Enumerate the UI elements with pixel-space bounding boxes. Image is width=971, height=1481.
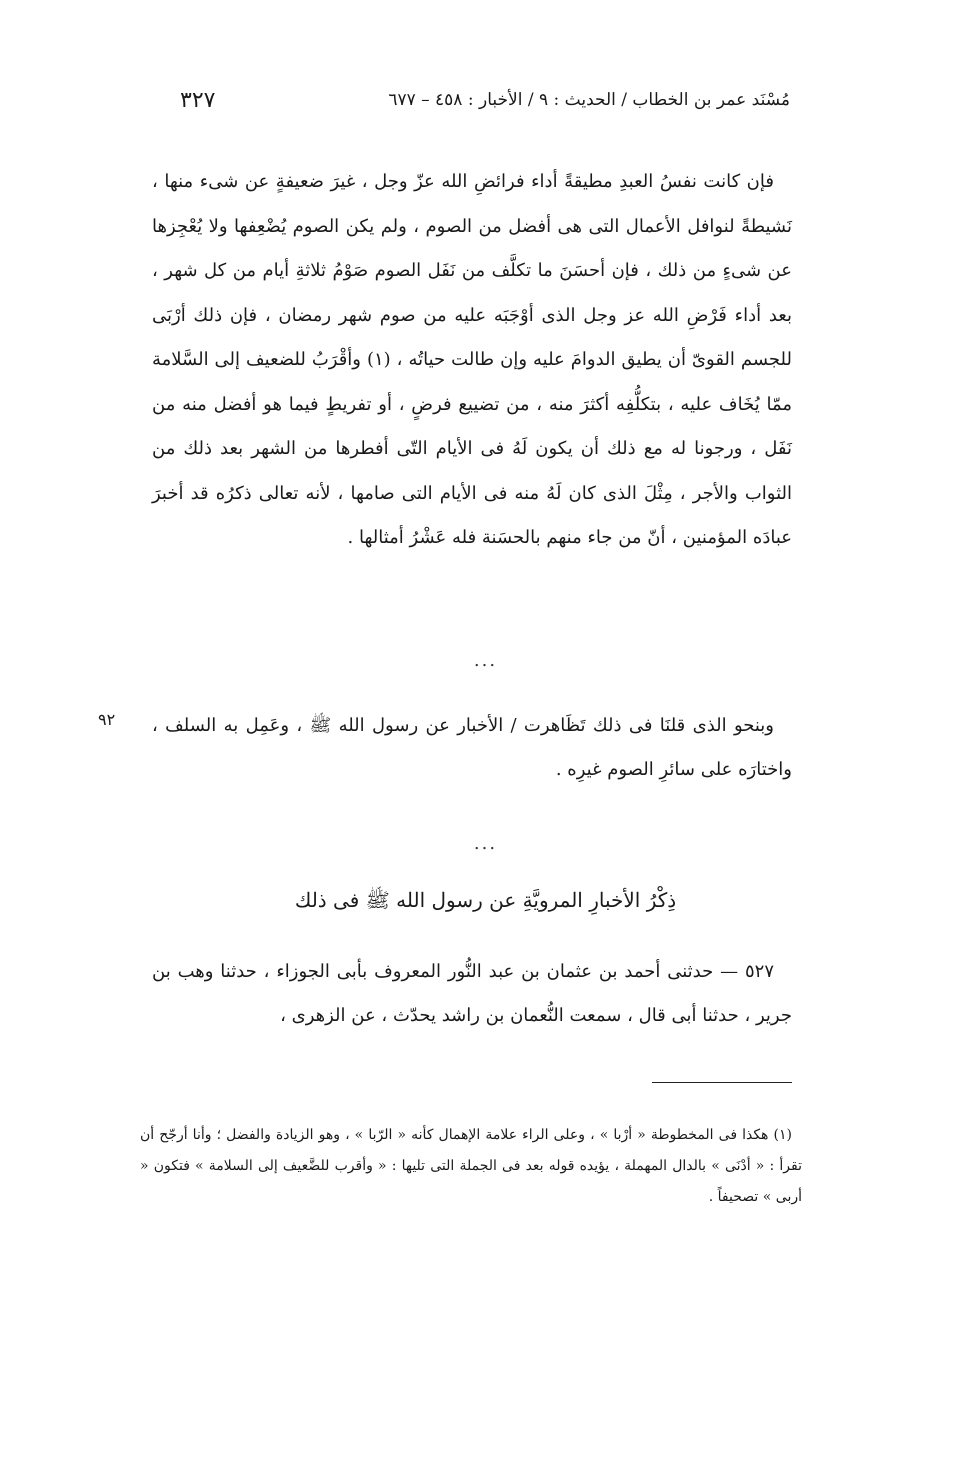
- footnote-1: (١) هكذا فى المخطوطة « أرْبا » ، وعلى الراء علامة الإهمال كأنه « الرّبا » ، وهو الزيادة والفضل ؛ وأنا أرجّح أن تقرأ : « أدْنَى » بالدال المهملة ، يؤيده قوله بعد فى الجملة التى تليها : « وأقرب للضَّعيف إلى السلامة » فتكون « أربى » تصحيفاً .: [140, 1127, 802, 1205]
- body-paragraph-1: فإن كانت نفسُ العبدِ مطيقةً أداء فرائضِ الله عزّ وجل ، غيرَ ضعيفةٍ عن شىء منها ، نَشيطةً لنوافل الأعمال التى هى أفضل من الصوم ، ولم يكن الصوم يُضْعِفها ولا يُعْجِزها عن شىءٍ من ذلك ، فإن أحسَنَ ما تكلَّف من نَفَل الصوم صَوْمُ ثلاثةِ أيام من كل شهر ، بعد أداء فَرْضِ الله عز وجل الذى أوْجَبَه عليه من صوم شهر رمضان ، فإن ذلك أرْبَى للجسم القوىّ أن يطيق الدوامَ عليه وإن طالت حياتُه ، (١) وأقْرَبُ للضعيف إلى السَّلامة ممّا يُخَاف عليه ، بتكلُّفِه أكثرَ منه ، من تضييع فرضٍ ، أو تفريطٍ فيما هو أفضل منه من نَفَل ، ورجونا له مع ذلك أن يكون لَهُ فى الأيام التّى أفطرها من الشهر بعد ذلك من الثواب والأجر ، مِثْلَ الذى كان لَهُ منه فى الأيام التى صامها ، لأنه تعالى ذكرُه قد أخبرَ عبادَه المؤمنين ، أنّ من جاء منهم بالحسَنة فله عَشْرُ أمثالها .: [152, 171, 792, 548]
- section-separator-1: ...: [473, 650, 498, 671]
- page-number: ٣٢٧: [180, 88, 216, 113]
- body-paragraph-2: وبنحو الذى قلنَا فى ذلك تَظَاهرت / الأخبار عن رسول الله ﷺ ، وعَمِل به السلف ، واختارَه على سائرِ الصوم غيرِه .: [152, 715, 792, 780]
- margin-page-reference: ٩٢: [98, 710, 116, 729]
- section-separator-2: ...: [473, 833, 498, 854]
- hadith-527: ٥٢٧ — حدثنى أحمد بن عثمان بن عبد النُّور المعروف بأبى الجوزاء ، حدثنا وهب بن جرير ، حدثنا أبى قال ، سمعت النُّعمان بن راشد يحدّث ، عن الزهرى ،: [152, 961, 792, 1026]
- header-title: مُسْنَد عمر بن الخطاب / الحديث : ٩ / الأخبار : ٤٥٨ – ٦٧٧: [388, 90, 790, 110]
- footnote-divider: [652, 1082, 792, 1083]
- main-text-block: [152, 160, 792, 561]
- running-header: [100, 88, 790, 118]
- section-heading: ذِكْرُ الأخبارِ المرويَّةِ عن رسول الله ﷺ فى ذلك: [294, 888, 677, 912]
